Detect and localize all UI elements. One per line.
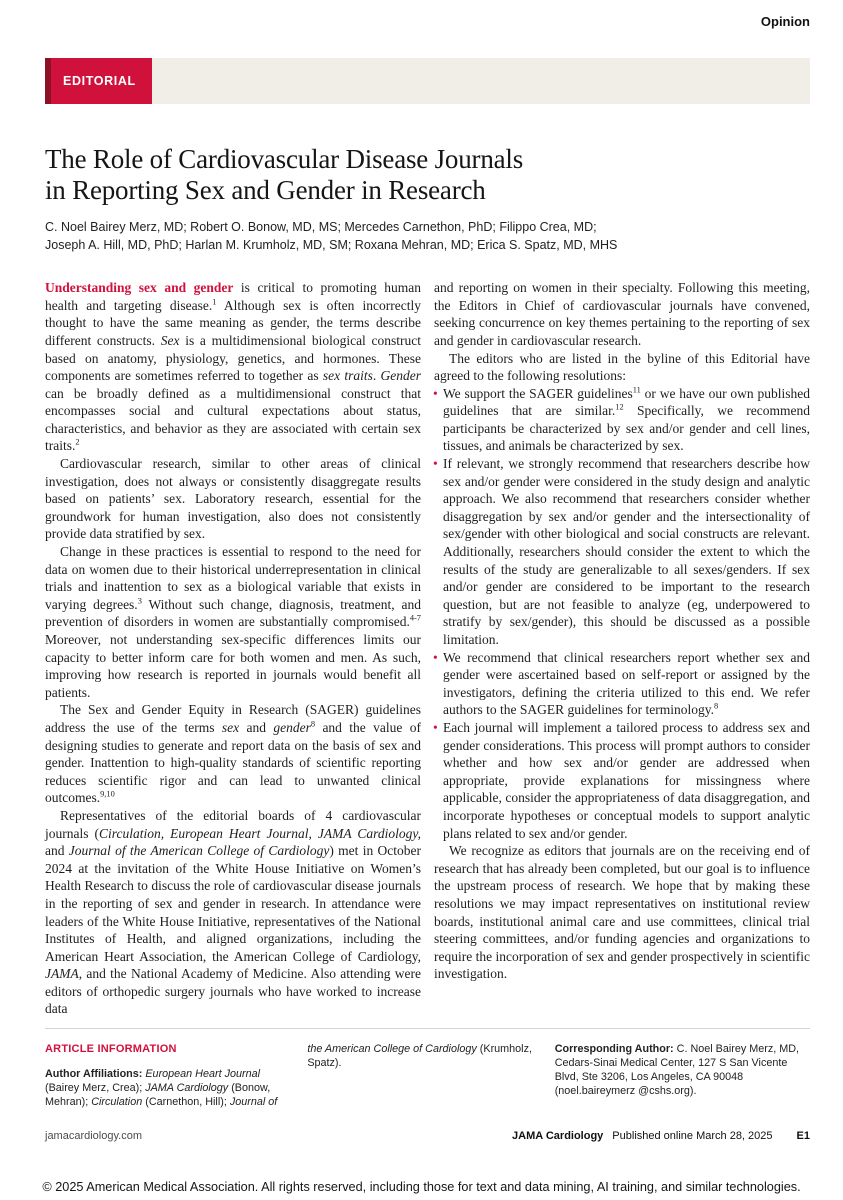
author-byline-line2: Joseph A. Hill, MD, PhD; Harlan M. Krumholz, MD, SM; Roxana Mehran, MD; Erica S. Spatz, MD, MHS [45, 238, 618, 253]
text-run: We recommend that clinical researchers report whether sex and gender were ascertained based on self-report or assigned by the investigators, defining the criteria utilized to this end. We refer authors to the SAGER guidelines for terminology. [443, 649, 810, 718]
reference-superscript: 12 [615, 402, 624, 412]
text-run: Understanding sex and gender [45, 280, 234, 296]
text-run: (Krumholz, Spatz). [307, 1043, 532, 1070]
text-run: can be broadly defined as a multidimensional construct that encompasses social and cultural expectations about status, characteristics, and behavior as they are associated with certain sex traits. [45, 385, 421, 454]
text-run: Specifically, we recommend participants be characterized by sex and/or gender and cell lines, tissues, and animals be characterized by sex. [443, 403, 811, 454]
text-run: is a multidimensional biological construct based on anatomy, physiology, genetics, and hormones. These components are sometimes referred to together as [45, 332, 421, 384]
article-title [45, 144, 810, 207]
article-information-section [45, 1029, 810, 1109]
text-run: (Bairey Merz, Crea); [45, 1082, 146, 1095]
paragraph [307, 1042, 534, 1070]
paragraph [555, 1042, 810, 1098]
text-run: (Bonow, Mehran); [45, 1082, 271, 1109]
footer-published-date: Published online March 28, 2025 [612, 1130, 773, 1143]
reference-superscript: 1 [212, 297, 217, 307]
author-affiliations-continued [307, 1042, 534, 1070]
paragraph [434, 279, 810, 349]
text-run: and [239, 719, 274, 735]
text-run: ) met in October 2024 at the invitation of the White House Initiative on Women’s Health Research to discuss the role of cardiovascular disease journals in the reporting of sex and gender in research. In attendance were leaders of the White House Initiative, representatives of the National Institutes of Health, and aligned organizations, including the American Heart Association, the American College of Cardiology, [45, 843, 421, 964]
text-run: European Heart Journal [145, 1068, 260, 1081]
page-footer [45, 1130, 810, 1142]
corresponding-author [555, 1042, 810, 1098]
paragraph [45, 279, 421, 455]
affiliation-column-2 [307, 1042, 534, 1109]
text-run: sex traits [322, 368, 373, 384]
copyright-notice: © 2025 American Medical Association. All rights reserved, including those for text and data mining, AI training, and similar technologies. [42, 1180, 801, 1194]
text-run: and reporting on women in their specialty. Following this meeting, the Editors in Chief of cardiovascular journals have convened, seeking concurrence on key themes pertaining to the reporting of sex and gender in cardiovascular research. [434, 280, 810, 348]
reference-superscript: 9,10 [100, 789, 115, 799]
text-run: JAMA Cardiology [145, 1082, 229, 1095]
paragraph [45, 701, 421, 807]
footer-citation [512, 1130, 810, 1142]
text-run: sex [221, 719, 240, 735]
text-run: Change in these practices is essential to respond to the need for data on women due to their historical underrepresentation in clinical trials and inattention to sex as a biological variable that exists in varying degrees. [45, 544, 421, 612]
reference-superscript: 2 [75, 437, 80, 447]
paragraph [45, 1067, 287, 1109]
text-run: , and the National Academy of Medicine. Also attending were editors of orthopedic surgery journals who have worked to increase data [45, 966, 421, 1017]
text-run: Journal of [229, 1096, 278, 1109]
reference-superscript: 11 [632, 385, 641, 395]
text-run: Circulation, European Heart Journal, JAMA Cardiology, [99, 825, 421, 841]
article-title-line2: in Reporting Sex and Gender in Research [45, 175, 486, 206]
paragraph [434, 842, 810, 983]
text-run: C. Noel Bairey Merz, MD, Cedars-Sinai Medical Center, 127 S San Vicente Blvd, Ste 3206, Los Angeles, CA 90048 (noel.baireymerz @cshs.org). [554, 1043, 800, 1098]
footer-site-link[interactable]: jamacardiology.com [45, 1130, 143, 1143]
text-run: Cardiovascular research, similar to other areas of clinical investigation, does not always or consistently disaggregate results based on patients’ sex. Laboratory research, essential for the groundwork for human investigation, also does not consistently provide data stratified by sex. [45, 456, 421, 542]
text-run: Although sex is often incorrectly thought to have the same meaning as gender, the terms describe different constructs. [45, 297, 422, 348]
text-run: gender [273, 719, 311, 735]
author-byline [45, 218, 810, 256]
paragraph [434, 350, 810, 385]
text-run: and [45, 843, 69, 859]
affiliation-column-1 [45, 1042, 287, 1109]
text-run: or we have our own published guidelines that are similar. [443, 385, 810, 419]
text-run: If relevant, we strongly recommend that researchers describe how sex and/or gender were considered in the study design and analytic approach. We also recommend that researchers consider whether disaggregation by sex and/or gender and the intersectionality of sex/gender with other biological and social constructs are relevant. Additionally, researchers should consider the extent to which the results of the study are generalizable to all sexes/genders. If sex and/or gender are considered to be important to the research question, but are not feasible to analyze (eg, underpowered to stratify by sex/gender), this should be discussed as a possible limitation. [443, 456, 810, 647]
text-run: We recognize as editors that journals are on the receiving end of research that has already been completed, but our goal is to influence the upstream process of research. We hope that by making these resolutions we may impact representatives on institutional review boards, institutional animal care and use committees, clinical trial steering committees, and/or funding agencies and organizations to require the incorporation of sex and gender prospectively in scientific investigation. [434, 843, 810, 982]
text-run: The Sex and Gender Equity in Research (SAGER) guidelines address the use of the terms [45, 702, 421, 735]
body-right-column [434, 279, 810, 1018]
affiliation-column-3 [555, 1042, 810, 1109]
kicker-label: EDITORIAL [63, 74, 136, 88]
section-label: Opinion [760, 14, 810, 29]
reference-superscript: 3 [137, 596, 142, 606]
editorial-badge [45, 58, 152, 104]
article-title-line1: The Role of Cardiovascular Disease Journals [45, 144, 524, 174]
body-left-column [45, 279, 421, 1018]
text-run: the American College of Cardiology [307, 1043, 477, 1056]
text-run: and the value of designing studies to generate and report data on the basis of sex and gender. Inattention to high-quality standards of scientific reporting reduces scientific rigor and can lead to unwanted clinical outcomes. [45, 719, 422, 806]
bullet-item [434, 649, 810, 719]
text-run: . [372, 368, 381, 384]
author-affiliations [45, 1067, 287, 1109]
author-byline-line1: C. Noel Bairey Merz, MD; Robert O. Bonow, MD, MS; Mercedes Carnethon, PhD; Filippo Crea, MD; [45, 219, 597, 234]
text-run: The editors who are listed in the byline of this Editorial have agreed to the following resolutions: [434, 350, 810, 384]
text-run: We support the SAGER guidelines [443, 385, 633, 401]
bullet-item [434, 719, 810, 842]
text-run: is critical to promoting human health and targeting disease. [45, 280, 421, 313]
paragraph [45, 455, 421, 543]
text-run: Representatives of the editorial boards of 4 cardiovascular journals ( [45, 807, 421, 841]
text-run: Without such change, diagnosis, treatment, and prevention of disorders in women are substantially compromised. [45, 596, 421, 630]
text-run: JAMA [45, 966, 79, 982]
bullet-item [434, 455, 810, 649]
text-run: Circulation [91, 1096, 143, 1109]
text-run: Corresponding Author: [554, 1043, 674, 1056]
text-run: Each journal will implement a tailored process to address sex and gender considerations. This process will prompt authors to consider whether and how sex and/or gender are addressed when appropriate, provide explanations for missingness where applicable, consider the appropriateness of data disaggregation, and incorporate hypotheses or conceptual models to support analytic plans related to sex and/or gender. [443, 719, 810, 841]
text-run: Sex [160, 332, 180, 348]
paragraph [45, 807, 421, 1018]
reference-superscript: 8 [713, 701, 719, 711]
text-run: Journal of the American College of Cardiology [68, 843, 330, 859]
reference-superscript: 4-7 [409, 613, 421, 623]
footer-page-number: E1 [796, 1130, 810, 1143]
reference-superscript: 8 [310, 719, 316, 729]
paragraph [45, 543, 421, 701]
bullet-item [434, 385, 810, 455]
footer-journal-name: JAMA Cardiology [512, 1130, 604, 1143]
article-body [45, 279, 810, 1018]
text-run: (Carnethon, Hill); [142, 1096, 230, 1109]
text-run: Author Affiliations: [45, 1068, 146, 1081]
editorial-banner [45, 58, 810, 104]
text-run: Gender [380, 368, 421, 384]
article-information-heading: ARTICLE INFORMATION [45, 1043, 177, 1056]
text-run: Moreover, not understanding sex-specific differences limits our capacity to better inform care for both women and men. As such, improving how research is reported in journals would benefit all patients. [45, 632, 421, 700]
